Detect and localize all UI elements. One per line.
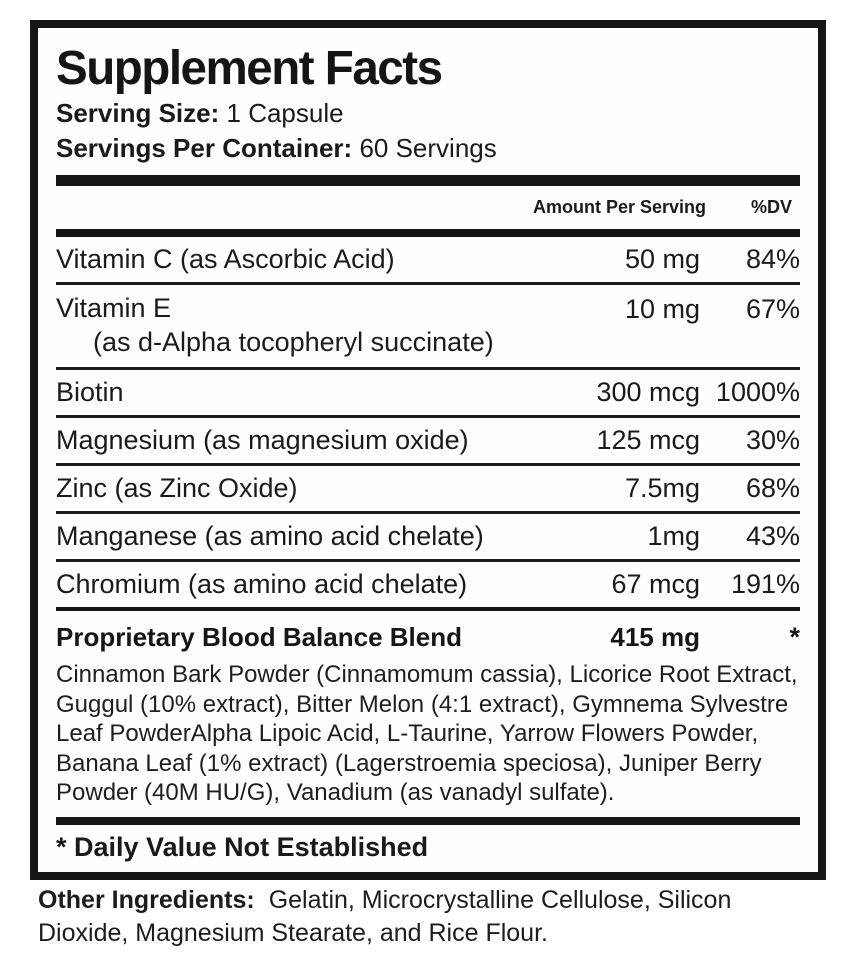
divider-bar-header <box>56 229 800 237</box>
nutrient-name-sub: (as d-Alpha tocopheryl succinate) <box>93 327 494 357</box>
nutrient-row-vitamin-e <box>56 285 800 367</box>
nutrient-amount: 125 mcg <box>596 425 700 455</box>
serving-size-value: 1 Capsule <box>226 98 344 128</box>
nutrient-dv: 84% <box>745 244 800 274</box>
column-header-amount: Amount Per Serving <box>532 197 706 217</box>
nutrient-amount: 1mg <box>647 521 700 551</box>
nutrient-amount: 10 mg <box>624 294 700 324</box>
nutrient-row-chromium <box>56 562 800 607</box>
nutrient-dv: 68% <box>745 473 800 503</box>
servings-per-container-value: 60 Servings <box>359 133 497 163</box>
nutrient-amount: 67 mcg <box>611 569 700 599</box>
nutrient-amount: 7.5mg <box>624 473 700 503</box>
nutrient-dv: 67% <box>745 294 800 324</box>
divider-bar-top <box>56 175 800 186</box>
proprietary-blend-amount: 415 mg <box>610 622 700 652</box>
nutrient-name-main: Vitamin E <box>56 293 172 323</box>
nutrient-name <box>56 291 530 359</box>
nutrient-name: Biotin <box>56 377 124 407</box>
other-ingredients-label: Other Ingredients: <box>38 886 255 914</box>
servings-per-container-label: Servings Per Container: <box>56 133 353 163</box>
divider-bar-footnote <box>56 817 800 825</box>
nutrient-dv: 191% <box>730 569 800 599</box>
nutrient-row-zinc <box>56 466 800 511</box>
nutrient-name: Chromium (as amino acid chelate) <box>56 569 468 599</box>
nutrient-name: Manganese (as amino acid chelate) <box>56 521 484 551</box>
nutrient-row-biotin <box>56 370 800 415</box>
daily-value-footnote: * Daily Value Not Established <box>56 831 429 862</box>
supplement-facts-panel <box>30 20 826 880</box>
column-header-dv: %DV <box>750 197 792 217</box>
serving-size-line <box>56 96 800 131</box>
nutrient-dv: 1000% <box>715 377 800 407</box>
panel-title: Supplement Facts <box>56 42 442 95</box>
nutrient-amount: 300 mcg <box>596 377 700 407</box>
nutrient-dv: 43% <box>745 521 800 551</box>
nutrient-name: Vitamin C (as Ascorbic Acid) <box>56 244 395 274</box>
nutrient-row-magnesium <box>56 418 800 463</box>
proprietary-blend-dv: * <box>789 622 800 652</box>
nutrient-name: Magnesium (as magnesium oxide) <box>56 425 469 455</box>
serving-size-label: Serving Size: <box>56 98 220 128</box>
nutrient-dv: 30% <box>745 425 800 455</box>
proprietary-blend-header <box>56 620 800 655</box>
other-ingredients <box>38 884 822 950</box>
proprietary-blend-description: Cinnamon Bark Powder (Cinnamomum cassia), Licorice Root Extract, Guggul (10% extract), Bitter Melon (4:1 extract), Gymnema Sylvestre Leaf PowderAlpha Lipoic Acid, L-Taurine, Yarrow Flowers Powder, Banana Leaf (1% extract) (Lagerstroemia speciosa), Juniper Berry Powder (40M HU/G), Vanadium (as vanadyl sulfate). <box>56 661 798 806</box>
nutrient-amount: 50 mg <box>624 244 700 274</box>
other-ingredients-value: Gelatin, Microcrystalline Cellulose, Silicon Dioxide, Magnesium Stearate, and Rice Flour. <box>38 886 732 947</box>
proprietary-blend-name: Proprietary Blood Balance Blend <box>56 622 462 652</box>
proprietary-blend-section <box>56 611 800 817</box>
nutrient-row-vitamin-c <box>56 237 800 282</box>
nutrient-row-manganese <box>56 514 800 559</box>
column-header-row <box>56 197 800 218</box>
servings-per-container-line <box>56 131 800 166</box>
nutrient-name: Zinc (as Zinc Oxide) <box>56 473 298 503</box>
